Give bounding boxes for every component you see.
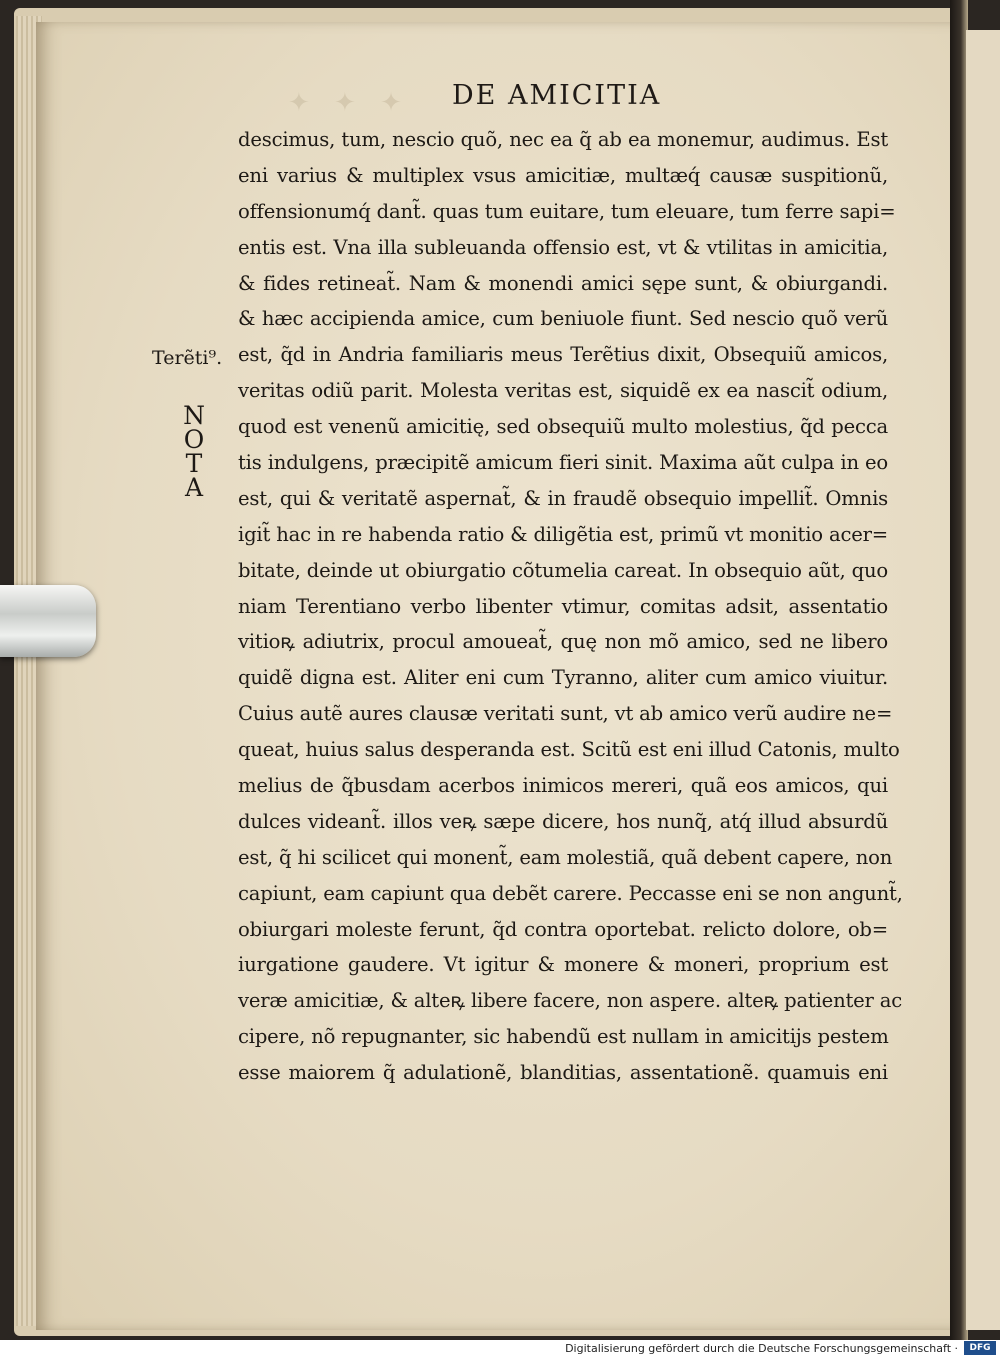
text-line: veræ amicitiæ, & alteꝶ libere facere, non aspere. alteꝶ patienter ac <box>238 989 903 1013</box>
text-line: veritas odiũ parit. Molesta veritas est, siquidẽ ex ea nascit̃ odium, <box>238 379 888 403</box>
text-line: descimus, tum, nescio quõ, nec ea q̃ ab ea monemur, audimus. Est <box>238 128 888 151</box>
text-line: esse maiorem q̃ adulationẽ, blanditias, assentationẽ. quamuis eni <box>238 1061 888 1085</box>
text-line: & hæc accipienda amice, cum beniuole fiunt. Sed nescio quõ verũ <box>238 307 888 331</box>
text-line: & fides retineat̃. Nam & monendi amici sępe sunt, & obiurgandi. <box>238 271 888 295</box>
dfg-logo: DFG <box>964 1341 996 1355</box>
nota-letter: O <box>183 425 205 454</box>
text-line: entis est. Vna illa subleuanda offensio est, vt & vtilitas in amicitia, <box>238 235 888 259</box>
text-line: offensionumq́ dant̃. quas tum euitare, tum eleuare, tum ferre sapi= <box>238 199 896 223</box>
text-line: est, qui & veritatẽ aspernat̃, & in fraudẽ obsequio impellit̃. Omnis <box>238 486 888 510</box>
text-line: igit̃ hac in re habenda ratio & diligẽtia est, primũ vt monitio acer= <box>238 522 888 546</box>
text-line: obiurgari moleste ferunt, q̃d contra oportebat. relicto dolore, ob= <box>238 917 888 941</box>
text-line: est, q̃d in Andria familiaris meus Terẽtius dixit, Obsequiũ amicos, <box>238 343 888 367</box>
show-through-text: ✦ ✦ ✦ <box>288 88 410 118</box>
text-line: dulces videant̃. illos veꝶ sæpe dicere, hos nunq̃, atq́ illud absurdũ <box>238 809 888 833</box>
text-line: quidẽ digna est. Aliter eni cum Tyranno, aliter cum amico viuitur. <box>238 666 888 690</box>
nota-letter: N <box>183 401 205 430</box>
footer-credit: Digitalisierung gefördert durch die Deutsche Forschungsgemeinschaft · <box>565 1342 958 1355</box>
text-line: iurgatione gaudere. Vt igitur & monere & moneri, proprium est <box>238 953 888 977</box>
text-line: vitioꝶ adiutrix, procul amoueat̃, quę non mõ amico, sed ne libero <box>238 630 888 654</box>
text-line: Cuius autẽ aures clausæ veritati sunt, vt ab amico verũ audire ne= <box>238 702 893 726</box>
running-header: DE AMICITIA <box>452 80 662 111</box>
nota-letter: A <box>184 473 204 502</box>
text-line: tis indulgens, præcipitẽ amicum fieri sinit. Maxima aũt culpa in eo <box>238 451 888 475</box>
body-text <box>238 122 903 1091</box>
text-line: melius de q̃busdam acerbos inimicos mereri, quã eos amicos, qui <box>238 774 888 798</box>
text-line: cipere, nõ repugnanter, sic habendũ est nullam in amicitijs pestem <box>238 1025 889 1049</box>
nota-letter: T <box>185 449 203 478</box>
margin-note-nota <box>180 401 208 502</box>
text-line: bitate, deinde ut obiurgatio cõtumelia careat. In obsequio aũt, quo <box>238 558 888 582</box>
text-line: niam Terentiano verbo libenter vtimur, comitas adsit, assentatio <box>238 594 888 618</box>
text-line: capiunt, eam capiunt qua debẽt carere. Peccasse eni se non angunt̃, <box>238 881 903 905</box>
facing-page-edge <box>966 30 1000 1330</box>
text-line: queat, huius salus desperanda est. Scitũ est eni illud Catonis, multo <box>238 738 900 762</box>
text-line: est, q̃ hi scilicet qui monent̃, eam molestiã, quã debent capere, non <box>238 845 893 869</box>
text-line: quod est venenũ amicitię, sed obsequiũ multo molestius, q̃d pecca <box>238 415 888 439</box>
page-clip <box>0 585 96 657</box>
margin-note-terentius: Terẽti⁹. <box>152 347 223 369</box>
text-line: eni varius & multiplex vsus amicitiæ, multæq́ causæ suspitionũ, <box>238 163 888 187</box>
